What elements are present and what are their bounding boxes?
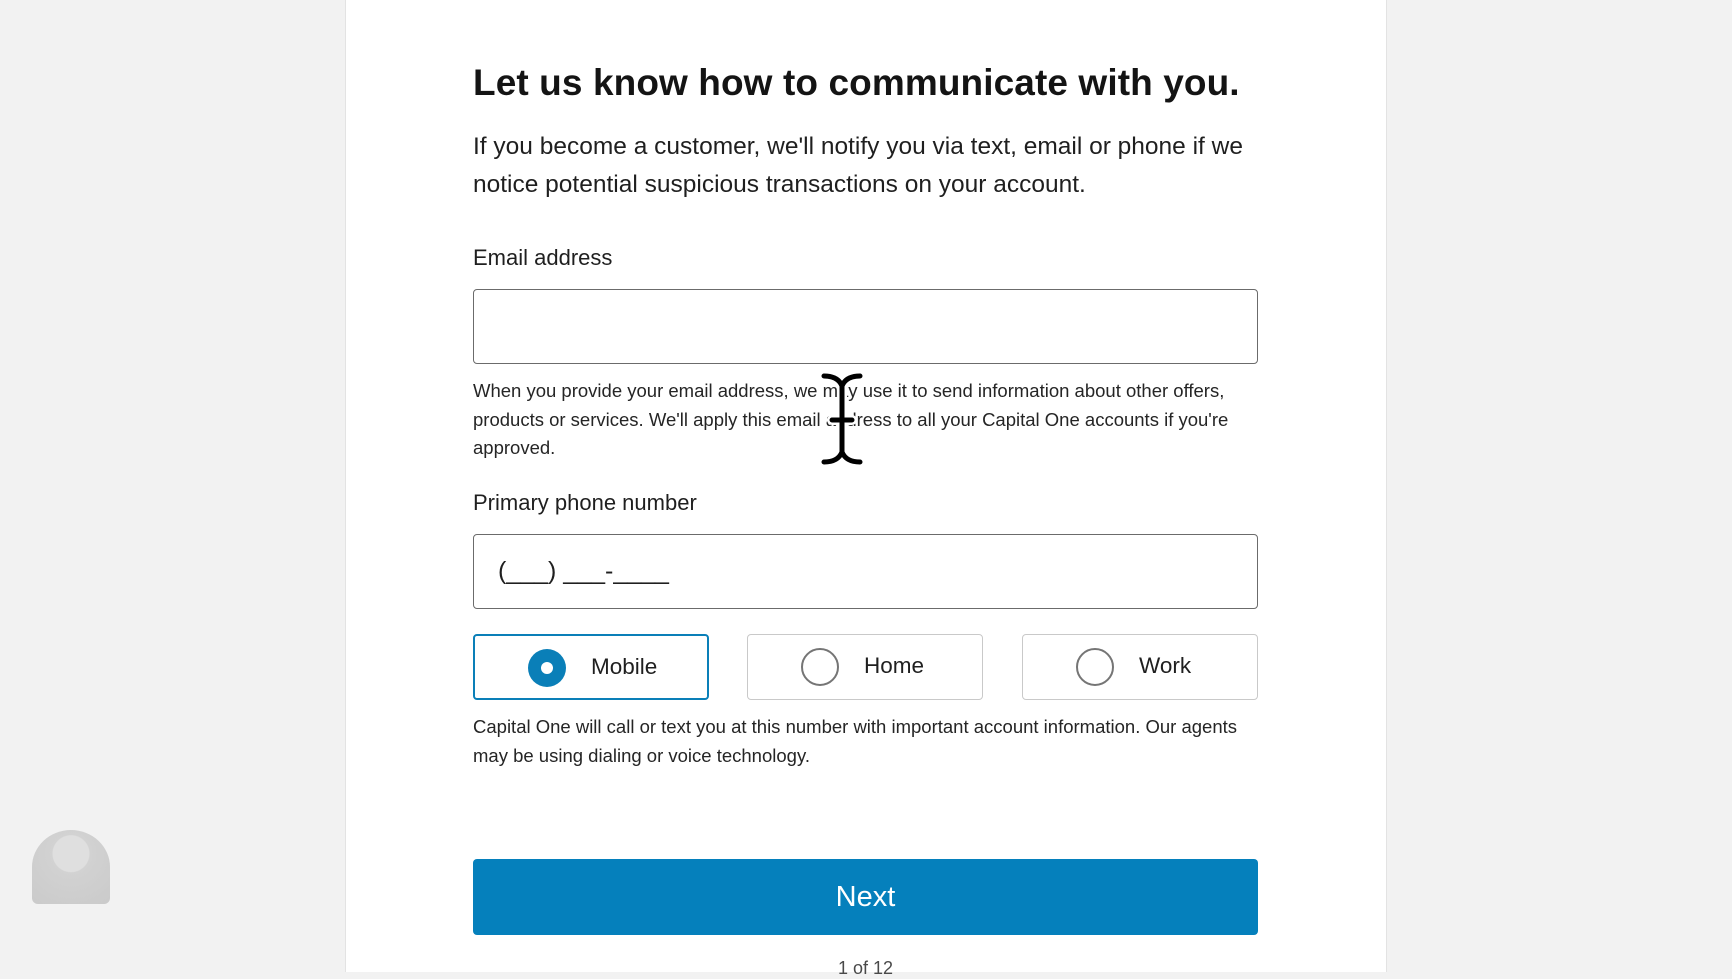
email-label: Email address xyxy=(473,245,613,270)
email-helper-text: When you provide your email address, we may use it to send information about other offers, products or services. We'll apply this email address to all your Capital One accounts if you're approved. xyxy=(473,380,1229,458)
page-title: Let us know how to communicate with you. xyxy=(473,62,1240,103)
phone-type-mobile-label: Mobile xyxy=(591,654,658,679)
intro-text: If you become a customer, we'll notify you via text, email or phone if we notice potential suspicious transactions on your account. xyxy=(473,133,1243,198)
form-card xyxy=(345,0,1387,978)
phone-type-home-option[interactable] xyxy=(747,634,983,700)
phone-type-radio-group xyxy=(473,634,1258,700)
phone-helper-text: Capital One will call or text you at this number with important account information. Our agents may be using dialing or voice technology. xyxy=(473,716,1237,766)
phone-type-work-label: Work xyxy=(1139,653,1192,678)
radio-unselected-icon xyxy=(801,648,839,686)
next-button[interactable]: Next xyxy=(473,859,1258,935)
phone-type-work-option[interactable] xyxy=(1022,634,1258,700)
phone-type-mobile-option[interactable] xyxy=(473,634,709,700)
radio-unselected-icon xyxy=(1076,648,1114,686)
email-field[interactable] xyxy=(473,289,1258,364)
phone-type-home-label: Home xyxy=(864,653,925,678)
radio-selected-icon xyxy=(528,649,566,687)
phone-field[interactable] xyxy=(473,534,1258,609)
step-counter: 1 of 12 xyxy=(837,958,894,978)
avatar[interactable] xyxy=(32,830,110,904)
phone-label: Primary phone number xyxy=(473,490,697,515)
